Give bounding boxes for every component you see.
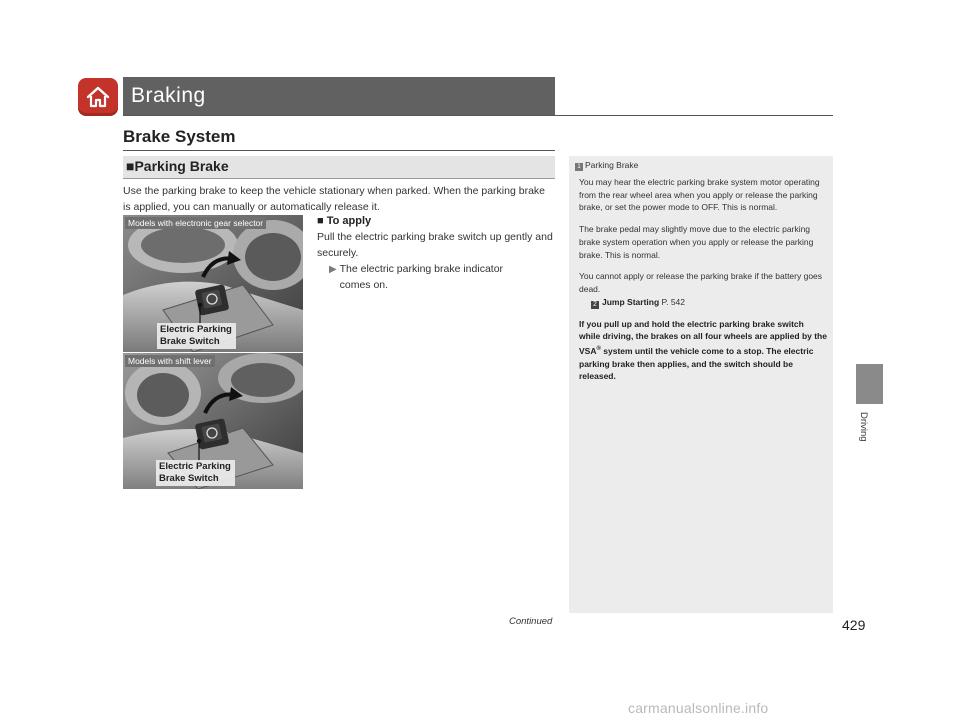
home-icon	[85, 85, 111, 109]
chapter-side-tab[interactable]	[856, 364, 883, 404]
chapter-title-bar	[123, 77, 555, 115]
apply-heading: To apply	[326, 215, 372, 227]
note-heading: Parking Brake	[585, 160, 639, 170]
note-paragraph: The brake pedal may slightly move due to the electric parking brake system operation when you apply or release the parking brake. This is normal.	[579, 224, 814, 260]
note-paragraph: You cannot apply or release the parking brake if the battery goes dead.	[579, 271, 823, 294]
heading-marker: ■	[126, 158, 135, 174]
chapter-title: Braking	[131, 84, 206, 107]
apply-instruction: Pull the electric parking brake switch up gently and securely.	[317, 231, 553, 259]
apply-heading-marker: ■	[317, 215, 324, 227]
photo-tag-shift-lever: Models with shift lever	[125, 355, 215, 367]
callout-electric-parking-brake-switch: Electric Parking Brake Switch	[156, 460, 235, 486]
note-paragraph: You may hear the electric parking brake system motor operating from the rear wheel area when you apply or release the parking brake, or set the power mode to OFF. This is normal.	[579, 177, 820, 213]
continued-label: Continued	[509, 616, 553, 627]
watermark: carmanualsonline.info	[628, 700, 769, 716]
intro-text: Use the parking brake to keep the vehicle stationary when parked. When the parking brake is applied, you can manually or automatically release it.	[123, 185, 545, 213]
parking-brake-heading: Parking Brake	[134, 158, 229, 174]
parking-brake-header	[123, 156, 555, 179]
photo-shift-lever	[123, 353, 303, 489]
reference-arrow-icon: 2	[591, 301, 599, 309]
jump-starting-reference-link[interactable]: 2 Jump Starting P. 542	[579, 296, 827, 309]
note-number-icon: 1	[575, 163, 583, 171]
section-divider	[123, 150, 555, 151]
apply-result: The electric parking brake indicator comes on.	[339, 263, 504, 291]
callout-electric-parking-brake-switch: Electric Parking Brake Switch	[157, 323, 236, 349]
note-warning: If you pull up and hold the electric parking brake switch while driving, the brakes on all four wheels are applied by the VSA® system until the vehicle come to a stop. The electric parking brake then applies, and the switch should be released.	[579, 318, 827, 382]
title-divider	[123, 115, 833, 116]
result-arrow-icon: ▶	[329, 264, 337, 275]
to-apply-section	[317, 213, 557, 293]
chapter-side-label: Driving	[858, 412, 869, 442]
photo-tag-gear-selector: Models with electronic gear selector	[125, 217, 266, 229]
parking-brake-note-box	[569, 156, 833, 613]
home-button[interactable]	[78, 78, 118, 116]
photo-electronic-gear-selector	[123, 215, 303, 352]
page-number: 429	[842, 617, 866, 633]
section-title: Brake System	[123, 127, 236, 146]
